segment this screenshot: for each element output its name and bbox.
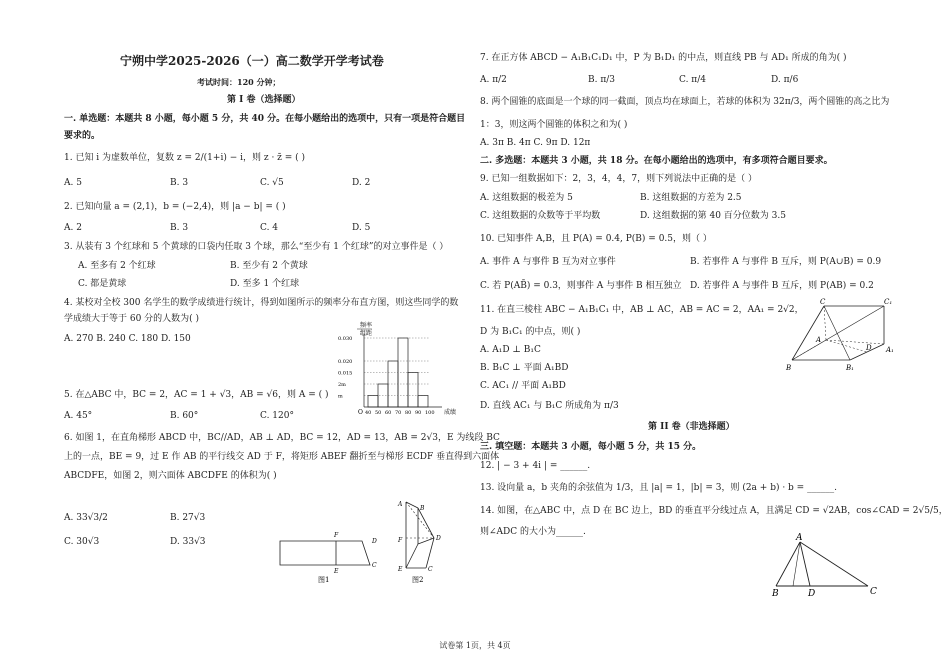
q8-stem-1: 8. 两个圆锥的底面是一个球的同一截面，顶点均在球面上，若球的体积为 32π/3，两个圆锥的高之比为: [480, 97, 890, 107]
svg-text:C: C: [870, 587, 877, 597]
histogram-figure: [330, 318, 470, 418]
q14-triangle-figure: [766, 530, 886, 600]
hist-ytick-label: m: [338, 393, 343, 400]
hist-xlabel: 成绩: [444, 409, 457, 416]
hist-bar: [418, 396, 428, 408]
q8-options: A. 3π B. 4π C. 9π D. 12π: [480, 138, 591, 148]
q6-stem-3: ABCDFE，如图 2，则六面体 ABCDFE 的体积为( ): [64, 471, 277, 481]
q6-stem-1: 6. 如图 1，在直角梯形 ABCD 中，BC//AD，AB ⊥ AD，BC = 12，AD = 13，AB = 2√3，E 为线段 BC: [64, 433, 500, 443]
q7-opt-b: B. π/3: [588, 75, 616, 85]
q14-triangle-svg: [766, 530, 886, 600]
section-3-heading: 三. 填空题：本题共 3 小题，每小题 5 分，共 15 分。: [480, 442, 702, 452]
svg-text:A₁: A₁: [886, 346, 894, 354]
q5-stem: 5. 在△ABC 中，BC = 2，AC = 1 + √3，AB = √6，则 A = ( ): [64, 390, 329, 400]
q13-stem: 13. 设向量 a，b 夹角的余弦值为 1/3，且 |a| = 1，|b| = 3，则 (2a + b) · b = ______.: [480, 483, 837, 493]
q10-opt-d: D. 若事件 A 与事件 B 互斥，则 P(AB) = 0.2: [690, 281, 874, 291]
svg-text:A: A: [796, 533, 803, 543]
svg-text:C: C: [428, 566, 433, 573]
q10-opt-c: C. 若 P(AB̄) = 0.3，则事件 A 与事件 B 相互独立: [480, 281, 682, 291]
q6-figure-2-svg: [392, 498, 452, 586]
q12-stem: 12. | − 3 + 4i | = ______.: [480, 461, 591, 471]
q1-stem: 1. 已知 i 为虚数单位，复数 z = 2/(1+i) − i，则 z · z̄ = ( ): [64, 153, 306, 163]
q7-opt-c: C. π/4: [679, 75, 706, 85]
q14-stem-1: 14. 如图，在△ABC 中，点 D 在 BC 边上，BD 的垂直平分线过点 A，且满足 CD = √2AB，cos∠CAD = 2√5/5，: [480, 506, 948, 516]
q14-stem-2: 则∠ADC 的大小为______.: [480, 527, 586, 537]
svg-text:F: F: [398, 537, 403, 544]
hist-xtick-label: 100: [425, 410, 435, 416]
label-f: F: [334, 532, 339, 539]
hist-xtick-label: 60: [385, 410, 392, 416]
svg-text:D: D: [436, 535, 441, 542]
q6-stem-2: 上的一点，BE = 9，过 E 作 AB 的平行线交 AD 于 F，将矩形 ABEF 翻折至与梯形 ECDF 垂直得到六面体: [64, 452, 500, 462]
q11-prism-svg: [784, 296, 894, 376]
q11-opt-c: C. AC₁ // 平面 A₁BD: [480, 381, 566, 391]
section-1-heading: 一. 单选题：本题共 8 小题，每小题 5 分，共 40 分。在每小题给出的选项中，只有一项是符合题目: [64, 114, 466, 124]
exam-title: 宁朔中学2025-2026（一）高二数学开学考试卷: [120, 54, 384, 68]
q6-opt-c: C. 30√3: [64, 537, 100, 547]
volume-2-title: 第 II 卷（非选择题）: [648, 422, 735, 432]
q11-opt-a: A. A₁D ⊥ B₁C: [480, 345, 541, 355]
fig1-caption: 图1: [318, 576, 330, 584]
label-e: E: [334, 568, 339, 575]
label-d: D: [372, 538, 377, 545]
q11-stem-2: D 为 B₁C₁ 的中点，则( ): [480, 327, 581, 337]
hist-xtick-label: 50: [375, 410, 382, 416]
hist-ytick-label: 2m: [338, 382, 346, 388]
svg-text:A: A: [398, 501, 403, 508]
q7-opt-a: A. π/2: [480, 75, 507, 85]
q2-opt-c: C. 4: [260, 223, 279, 233]
svg-text:D: D: [866, 344, 872, 352]
q8-stem-2: 1：3，则这两个圆锥的体积之和为( ): [480, 120, 628, 130]
q1-opt-b: B. 3: [170, 178, 189, 188]
section-1-heading-2: 要求的。: [64, 131, 101, 141]
q11-opt-d: D. 直线 AC₁ 与 B₁C 所成角为 π/3: [480, 401, 619, 411]
q3-opt-d: D. 至多 1 个红球: [230, 279, 300, 289]
q2-stem: 2. 已知向量 a = (2,1)，b = (−2,4)，则 |a − b| = ( ): [64, 202, 286, 212]
hist-ytick-label: 0.020: [338, 359, 353, 365]
histogram-svg: [330, 318, 470, 418]
q1-opt-c: C. √5: [260, 178, 284, 188]
page-footer: 试卷第 1页，共 4页: [439, 641, 511, 650]
q4-options: A. 270 B. 240 C. 180 D. 150: [64, 334, 191, 344]
hist-xtick-label: 70: [395, 410, 402, 416]
q11-opt-b: B. B₁C ⊥ 平面 A₁BD: [480, 363, 569, 373]
label-c: C: [372, 562, 377, 569]
q4-stem-1: 4. 某校对全校 300 名学生的数学成绩进行统计，得到如图所示的频率分布直方图，则这些同学的数: [64, 298, 459, 308]
q3-opt-b: B. 至少有 2 个黄球: [230, 261, 308, 271]
hist-xtick-label: 40: [365, 410, 372, 416]
q6-figure-1: [272, 525, 382, 585]
svg-text:D: D: [808, 589, 816, 599]
q9-stem: 9. 已知一组数据如下：2，3，4，4，7，则下列说法中正确的是（ ）: [480, 174, 757, 184]
q5-opt-c: C. 120°: [260, 411, 294, 421]
q1-opt-d: D. 2: [352, 178, 371, 188]
exam-time: 考试时间：120 分钟；: [197, 77, 281, 87]
q10-opt-b: B. 若事件 A 与事件 B 互斥，则 P(A∪B) = 0.9: [690, 257, 882, 267]
hist-bar: [408, 373, 418, 408]
q10-opt-a: A. 事件 A 与事件 B 互为对立事件: [480, 257, 616, 267]
q6-opt-a: A. 33√3/2: [64, 513, 108, 523]
q9-opt-a: A. 这组数据的极差为 5: [480, 193, 573, 203]
hist-ytick-label: 0.030: [338, 336, 353, 342]
q9-opt-d: D. 这组数据的第 40 百分位数为 3.5: [640, 211, 786, 221]
q3-stem: 3. 从装有 3 个红球和 5 个黄球的口袋内任取 3 个球，那么“至少有 1 个红球”的对立事件是（ ）: [64, 242, 449, 252]
svg-text:C: C: [820, 298, 826, 306]
hist-bar: [368, 396, 378, 408]
q1-opt-a: A. 5: [64, 178, 82, 188]
q3-opt-a: A. 至多有 2 个红球: [78, 261, 156, 271]
volume-1-title: 第 I 卷（选择题）: [227, 95, 301, 105]
q3-opt-c: C. 都是黄球: [78, 279, 127, 289]
hist-xtick-label: 90: [415, 410, 422, 416]
svg-text:E: E: [398, 566, 403, 573]
q6-opt-b: B. 27√3: [170, 513, 206, 523]
fig2-caption: 图2: [412, 576, 424, 584]
q5-opt-b: B. 60°: [170, 411, 199, 421]
q7-opt-d: D. π/6: [771, 75, 799, 85]
q2-opt-d: D. 5: [352, 223, 371, 233]
svg-text:B₁: B₁: [846, 364, 854, 372]
q6-figure-1-svg: [272, 525, 382, 585]
q6-figure-2: [392, 498, 452, 586]
q7-stem: 7. 在正方体 ABCD − A₁B₁C₁D₁ 中，P 为 B₁D₁ 的中点，则直线 PB 与 AD₁ 所成的角为( ): [480, 53, 847, 63]
svg-text:C₁: C₁: [884, 298, 893, 306]
q2-opt-a: A. 2: [64, 223, 82, 233]
hist-ylabel-2: 组距: [360, 330, 373, 337]
q9-opt-b: B. 这组数据的方差为 2.5: [640, 193, 742, 203]
hist-origin: O: [358, 409, 363, 416]
svg-text:B: B: [772, 589, 779, 599]
q6-opt-d: D. 33√3: [170, 537, 206, 547]
q11-stem-1: 11. 在直三棱柱 ABC − A₁B₁C₁ 中，AB ⊥ AC，AB = AC = 2，AA₁ = 2√2，: [480, 305, 804, 315]
q2-opt-b: B. 3: [170, 223, 189, 233]
hist-ylabel-1: 频率: [360, 322, 373, 329]
svg-text:A: A: [816, 336, 822, 344]
hist-xtick-label: 80: [405, 410, 412, 416]
q10-stem: 10. 已知事件 A,B，且 P(A) = 0.4, P(B) = 0.5，则（ ）: [480, 234, 712, 244]
q5-opt-a: A. 45°: [64, 411, 93, 421]
q9-opt-c: C. 这组数据的众数等于平均数: [480, 211, 601, 221]
section-2-heading: 二. 多选题：本题共 3 小题，共 18 分。在每小题给出的选项中，有多项符合题目要求。: [480, 156, 833, 166]
q4-stem-2: 学成绩大于等于 60 分的人数为( ): [64, 314, 200, 324]
trapezoid-abcd: [280, 541, 370, 565]
svg-text:B: B: [420, 505, 425, 512]
hist-ytick-label: 0.015: [338, 370, 353, 377]
svg-text:B: B: [786, 364, 792, 372]
q11-prism-figure: [784, 296, 894, 376]
